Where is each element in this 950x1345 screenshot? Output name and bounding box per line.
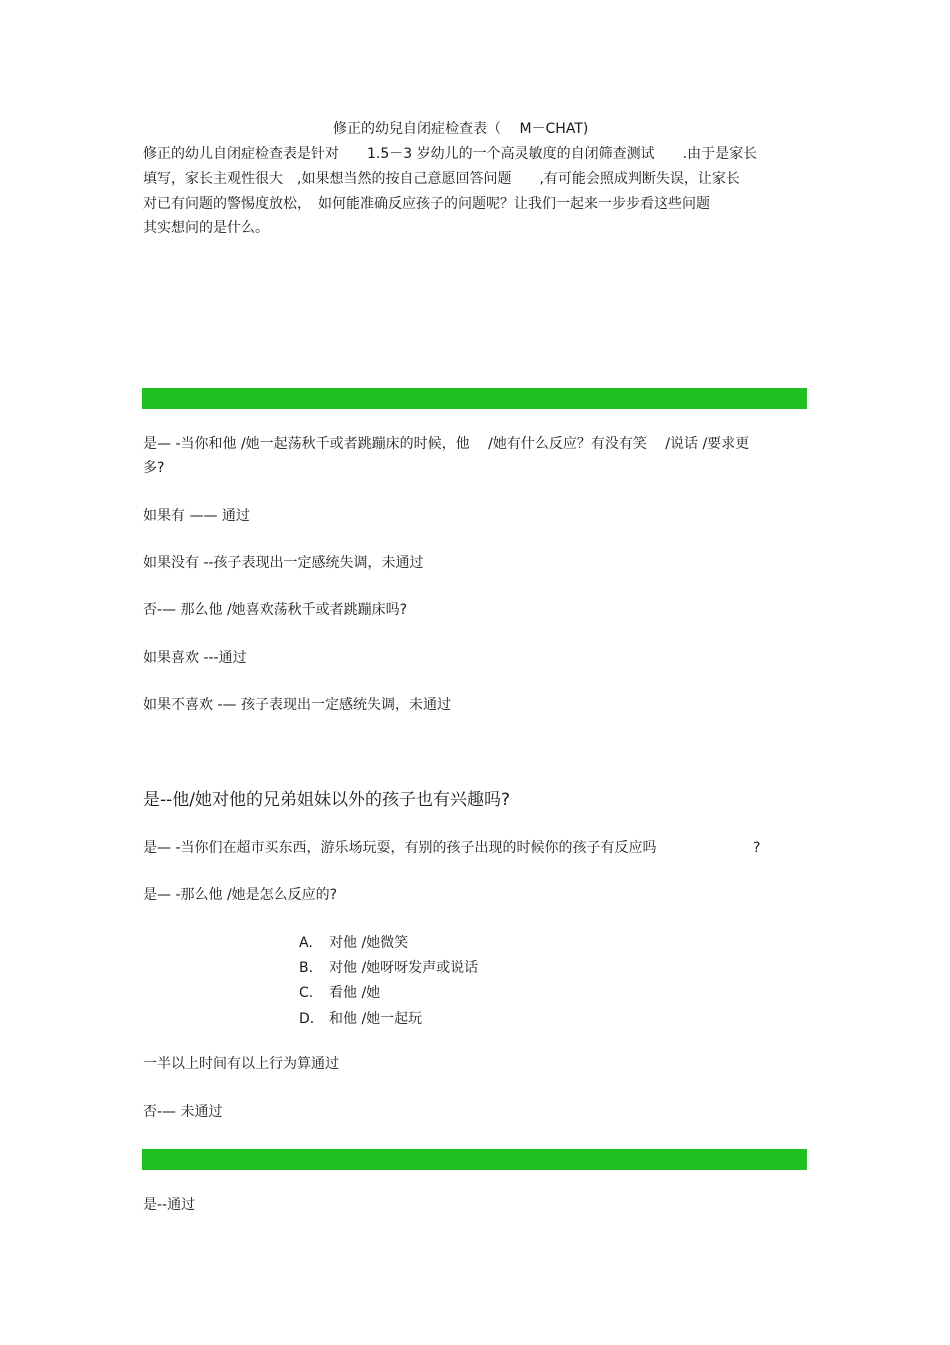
option-letter: D. xyxy=(299,1011,315,1027)
section2-question1: 是— -当你们在超市买东西，游乐场玩耍，有别的孩子出现的时候你的孩子有反应吗 xyxy=(143,840,657,856)
section-divider-1 xyxy=(142,388,807,409)
section2-heading: 是--他/她对他的兄弟姐妹以外的孩子也有兴趣吗? xyxy=(143,790,511,810)
section1-no-fail: 如果不喜欢 -— 孩子表现出一定感统失调，未通过 xyxy=(143,697,451,713)
intro-line-3: 对已有问题的警惕度放松， 如何能准确反应孩子的问题呢？让我们一起来一步步看这些问题 xyxy=(143,196,710,212)
option-letter: B. xyxy=(299,960,314,976)
section3-yes-pass: 是--通过 xyxy=(143,1197,196,1213)
intro-line-2: 填写，家长主观性很大 ,如果想当然的按自己意愿回答问题 ,有可能会照成判断失误，让家长 xyxy=(143,171,740,187)
section1-no-question: 否-— 那么他 /她喜欢荡秋千或者跳蹦床吗? xyxy=(143,602,408,618)
option-letter: C. xyxy=(299,985,314,1001)
option-text: 看他 /她 xyxy=(329,985,381,1001)
intro-line-4: 其实想问的是什么。 xyxy=(143,220,269,236)
section2-rule: 一半以上时间有以上行为算通过 xyxy=(143,1056,339,1072)
section1-yes-pass: 如果有 —— 通过 xyxy=(143,508,250,524)
section1-question-line1: 是— -当你和他 /她一起荡秋千或者跳蹦床的时候，他 /她有什么反应？有没有笑 /说话 /要求更 xyxy=(143,436,750,452)
option-text: 和他 /她一起玩 xyxy=(329,1011,423,1027)
section2-question2: 是— -那么他 /她是怎么反应的? xyxy=(143,887,338,903)
section1-no-pass: 如果喜欢 ---通过 xyxy=(143,650,247,666)
document-title: 修正的幼兒自闭症检查表（ M－CHAT) xyxy=(333,121,589,137)
section2-question1-mark: ? xyxy=(753,840,761,856)
section-divider-2 xyxy=(142,1149,807,1170)
option-text: 对他 /她呀呀发声或说话 xyxy=(329,960,479,976)
option-letter: A. xyxy=(299,935,313,951)
section2-no-fail: 否-— 未通过 xyxy=(143,1104,223,1120)
intro-line-1: 修正的幼儿自闭症检查表是针对 1.5－3 岁幼儿的一个高灵敏度的自闭筛查测试 .由于是家长 xyxy=(143,146,758,162)
section1-yes-fail: 如果没有 --孩子表现出一定感统失调，未通过 xyxy=(143,555,424,571)
option-text: 对他 /她微笑 xyxy=(329,935,409,951)
section1-question-line2: 多? xyxy=(143,460,165,476)
